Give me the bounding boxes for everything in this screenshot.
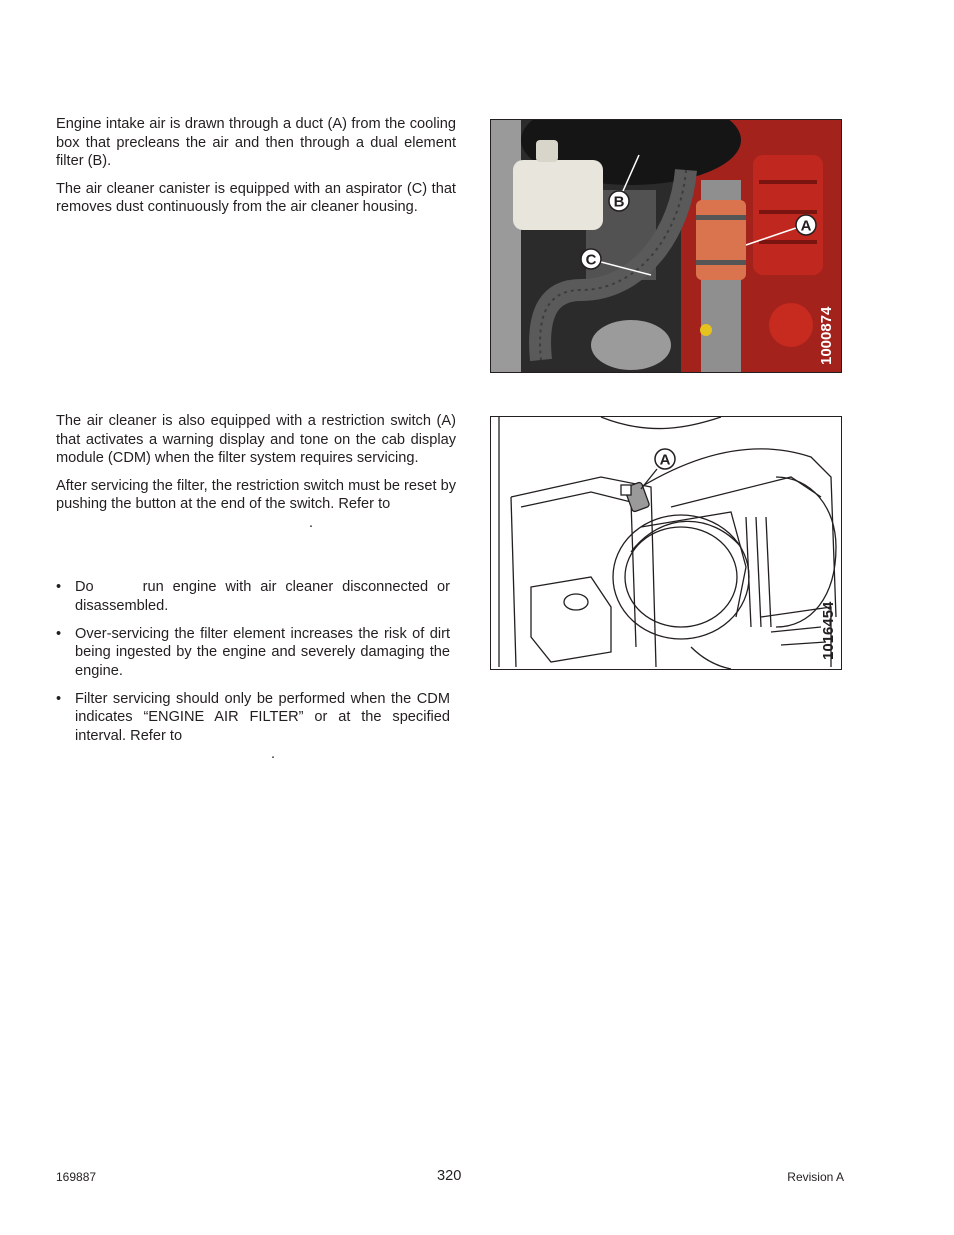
callout-a [796,215,816,235]
restriction-switch-text-block [56,412,456,532]
bullet-text: Over-servicing the filter element increases the risk of dirt being ingested by the engine and severely damaging the engine. [75,625,450,679]
list-item [56,578,450,615]
reference-period: . [271,746,276,762]
paragraph-reset-switch: After servicing the filter, the restriction switch must be reset by pushing the button at the end of the switch. Refer to [56,477,456,512]
footer-doc-number: 169887 [56,1170,97,1184]
footer-page-number: 320 [437,1168,462,1184]
svg-text:A: A [800,217,812,235]
bullet-text: Filter servicing should only be performed when the CDM indicates “ENGINE AIR FILTER” or at the specified interval. Refer to [75,690,450,744]
callout-c [581,249,601,269]
figure2-callouts [491,417,841,669]
bullet-marker: • [56,625,62,642]
list-item [56,690,450,764]
intro-text-block [56,115,456,226]
svg-text:B: B [613,193,625,211]
callout-b [609,191,629,211]
figure1-callouts [491,120,841,372]
bullet-text-end: run engine with air cleaner disconnected or disassembled. [75,579,450,614]
caution-bullet-list [56,578,450,773]
bullet-marker: • [56,579,62,595]
figure2-id: 1016454 [820,601,837,660]
callout-a-switch [655,449,675,469]
paragraph-aspirator: The air cleaner canister is equipped with an aspirator (C) that removes dust continuously from the air cleaner housing. [56,180,456,215]
paragraph-restriction-switch: The air cleaner is also equipped with a restriction switch (A) that activates a warning display and tone on the cab display module (CDM) when the filter system requires servicing. [56,413,456,466]
svg-text:A: A [659,451,671,469]
figure1-id: 1000874 [818,306,835,365]
figure-restriction-switch-drawing [490,416,842,670]
figure-engine-air-intake-photo [490,119,842,373]
svg-text:C: C [585,251,597,269]
footer-revision: Revision A [787,1170,844,1184]
bullet-marker: • [56,690,62,707]
bullet-text-start: Do [75,579,94,595]
list-item [56,625,450,681]
reference-period: . [309,514,314,531]
paragraph-intake-air: Engine intake air is drawn through a duct (A) from the cooling box that precleans the air and then through a dual element filter (B). [56,116,456,169]
